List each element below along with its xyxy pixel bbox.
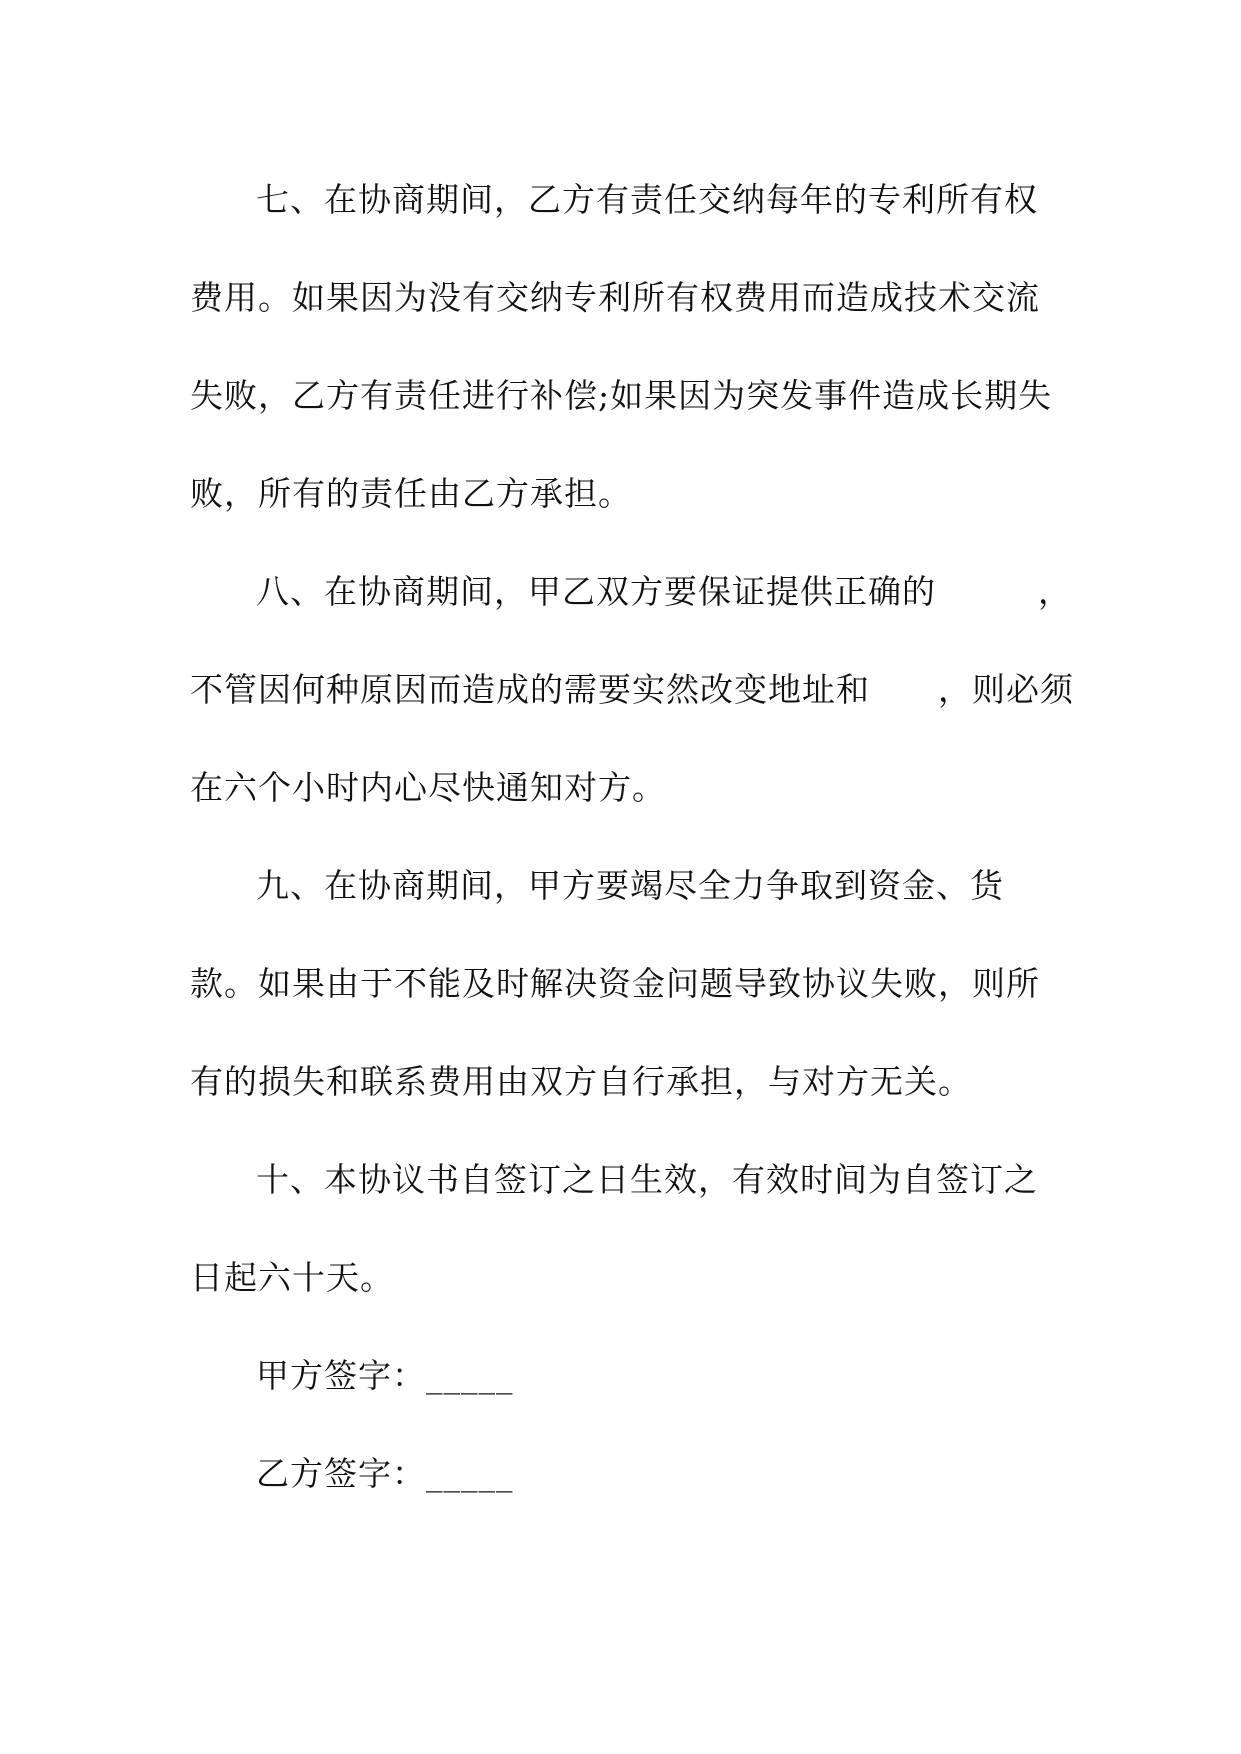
clause-9-line-2: 款。如果由于不能及时解决资金问题导致协议失败，则所 xyxy=(190,964,1040,1003)
clause-7-line-4: 败，所有的责任由乙方承担。 xyxy=(190,474,632,513)
clause-7-line-3: 失败，乙方有责任进行补偿;如果因为突发事件造成长期失 xyxy=(190,376,1053,415)
clause-7-line-1: 七、在协商期间，乙方有责任交纳每年的专利所有权 xyxy=(256,180,1038,219)
clause-8-line-2: 不管因何种原因而造成的需要实然改变地址和 ，则必须 xyxy=(190,670,1074,709)
clause-8-line-3: 在六个小时内心尽快通知对方。 xyxy=(190,768,666,807)
clause-8-line-1: 八、在协商期间，甲乙双方要保证提供正确的 ， xyxy=(256,572,1072,611)
clause-9-line-1: 九、在协商期间，甲方要竭尽全力争取到资金、货 xyxy=(256,866,1004,905)
party-a-signature: 甲方签字：_____ xyxy=(256,1356,514,1395)
clause-10-line-2: 日起六十天。 xyxy=(190,1258,394,1297)
clause-9-line-3: 有的损失和联系费用由双方自行承担，与对方无关。 xyxy=(190,1062,972,1101)
clause-10-line-1: 十、本协议书自签订之日生效，有效时间为自签订之 xyxy=(256,1160,1038,1199)
clause-7-line-2: 费用。如果因为没有交纳专利所有权费用而造成技术交流 xyxy=(190,278,1040,317)
party-b-signature: 乙方签字：_____ xyxy=(256,1454,514,1493)
